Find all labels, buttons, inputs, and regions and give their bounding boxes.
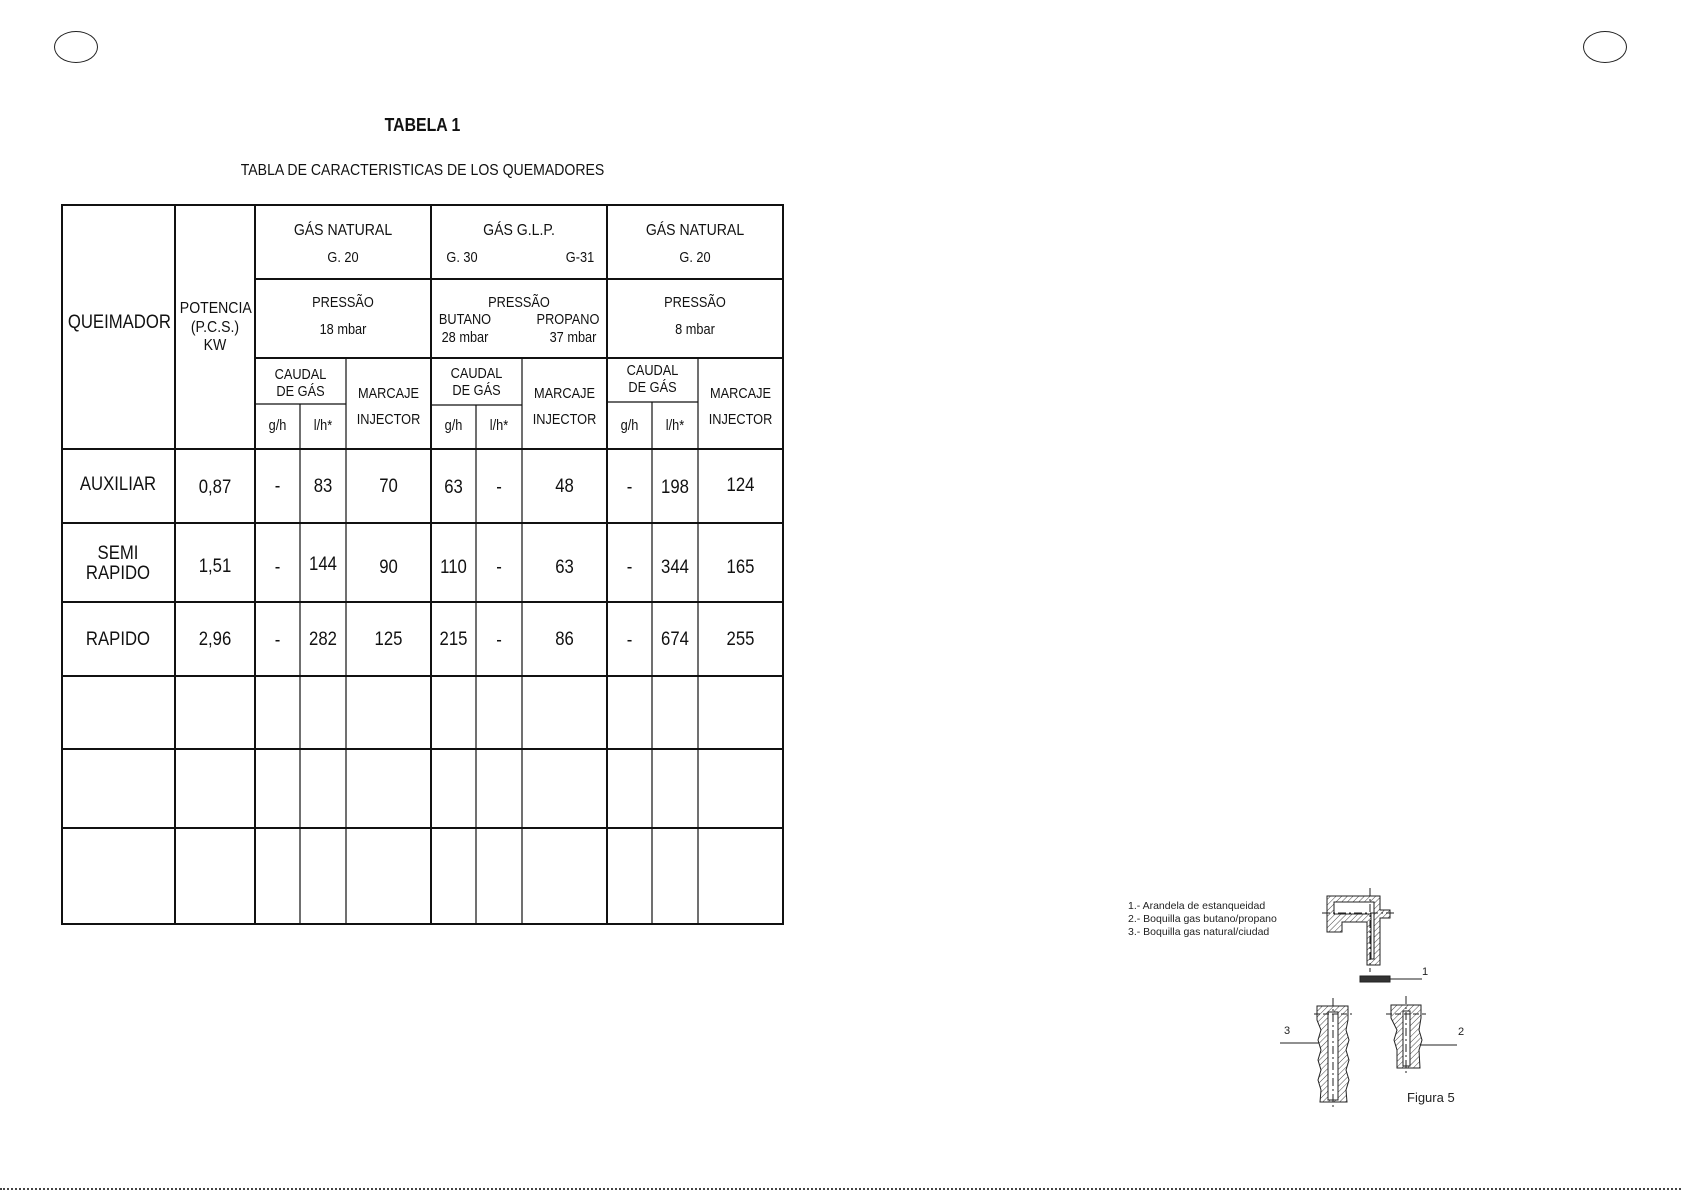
injector-drawing xyxy=(1120,880,1480,1120)
label-3: 3 xyxy=(1284,1025,1291,1037)
row3-cell: 215 xyxy=(439,629,468,650)
row1-cell: 83 xyxy=(313,476,333,497)
row3-cell: 255 xyxy=(726,629,755,650)
row1-cell: - xyxy=(626,477,633,498)
row1-cell: 70 xyxy=(379,476,398,497)
group3-gas: G. 20 xyxy=(679,250,711,266)
row2-cell: - xyxy=(626,557,633,578)
group2-injector: INJECTOR xyxy=(532,412,597,428)
group2-name: GÁS G.L.P. xyxy=(483,222,555,239)
row1-cell: 63 xyxy=(444,477,463,498)
group3-name: GÁS NATURAL xyxy=(645,222,745,239)
group1-pressure: 18 mbar xyxy=(319,322,367,338)
group2-gas-b: G-31 xyxy=(565,250,595,266)
group2-gas-a: G. 30 xyxy=(446,250,478,266)
page-marker-right xyxy=(1583,31,1627,63)
group2-lh: l/h* xyxy=(489,418,509,434)
row2-cell: 110 xyxy=(440,557,467,578)
row3-cell: - xyxy=(274,630,281,651)
group2-propano-pressure: 37 mbar xyxy=(549,330,597,346)
row3-cell: 282 xyxy=(309,629,337,650)
header-queimador: QUEIMADOR xyxy=(67,312,171,333)
group1-caudal-line2: DE GÁS xyxy=(276,384,325,400)
group3-gh: g/h xyxy=(620,418,639,434)
row3-cell: 125 xyxy=(374,629,403,650)
legend-item: 2.- Boquilla gas butano/propano xyxy=(1128,913,1277,925)
label-2: 2 xyxy=(1458,1026,1465,1038)
row3-cell: 86 xyxy=(555,629,574,650)
row2-cell: - xyxy=(274,557,281,578)
row1-cell: 198 xyxy=(661,477,689,498)
row2-name-line2: RAPIDO xyxy=(85,563,151,584)
group1-injector: INJECTOR xyxy=(356,412,421,428)
row2-name-line1: SEMI xyxy=(97,543,139,564)
row2-cell: 63 xyxy=(555,557,574,578)
table-subtitle: TABLA DE CARACTERISTICAS DE LOS QUEMADORES xyxy=(240,162,605,179)
row1-cell: 48 xyxy=(555,476,574,497)
row3-cell: - xyxy=(626,630,633,651)
group1-marcaje: MARCAJE xyxy=(358,386,419,402)
group3-marcaje: MARCAJE xyxy=(710,386,771,402)
group2-pressure-label: PRESSÃO xyxy=(488,295,550,311)
page-marker-left xyxy=(54,31,98,63)
row2-cell: 165 xyxy=(726,557,755,578)
row1-cell: - xyxy=(274,476,281,497)
header-potencia-line1: POTENCIA xyxy=(179,300,252,317)
group3-injector: INJECTOR xyxy=(708,412,773,428)
group1-pressure-label: PRESSÃO xyxy=(312,295,374,311)
group2-caudal-line2: DE GÁS xyxy=(452,383,501,399)
row2-cell: 344 xyxy=(661,557,689,578)
row2-cell: - xyxy=(496,557,502,578)
header-potencia-line3: KW xyxy=(203,337,227,354)
group3-lh: l/h* xyxy=(665,418,685,434)
row1-name: AUXILIAR xyxy=(79,474,157,495)
legend-item: 1.- Arandela de estanqueidad xyxy=(1128,900,1266,912)
page-edge-border xyxy=(0,1188,1681,1190)
group1-gh: g/h xyxy=(268,418,287,434)
group3-pressure-label: PRESSÃO xyxy=(664,295,726,311)
group2-gh: g/h xyxy=(444,418,463,434)
row1-potencia: 0,87 xyxy=(198,477,232,498)
header-potencia-line2: (P.C.S.) xyxy=(190,319,240,336)
group3-caudal-line1: CAUDAL xyxy=(626,363,679,379)
page-title: TABELA 1 xyxy=(384,115,461,135)
row2-cell: 90 xyxy=(379,557,398,578)
row1-cell: 124 xyxy=(726,475,755,496)
group1-caudal-line1: CAUDAL xyxy=(274,367,327,383)
group2-butano: BUTANO xyxy=(438,312,492,328)
row3-name: RAPIDO xyxy=(85,629,151,650)
row1-cell: - xyxy=(496,477,502,498)
row3-cell: 674 xyxy=(661,629,689,650)
figure-5 xyxy=(1120,880,1480,1120)
row2-cell: 144 xyxy=(309,554,337,575)
group1-gas: G. 20 xyxy=(327,250,359,266)
group2-caudal-line1: CAUDAL xyxy=(450,366,503,382)
group1-lh: l/h* xyxy=(313,418,333,434)
row2-potencia: 1,51 xyxy=(198,556,232,577)
group2-propano: PROPANO xyxy=(536,312,600,328)
group3-caudal-line2: DE GÁS xyxy=(628,380,677,396)
group2-marcaje: MARCAJE xyxy=(534,386,595,402)
legend-item: 3.- Boquilla gas natural/ciudad xyxy=(1128,926,1270,938)
label-1: 1 xyxy=(1422,966,1429,978)
burner-characteristics-table xyxy=(61,204,784,925)
row3-potencia: 2,96 xyxy=(198,629,232,650)
row3-cell: - xyxy=(496,630,502,651)
group2-butano-pressure: 28 mbar xyxy=(441,330,489,346)
figure-caption: Figura 5 xyxy=(1407,1090,1455,1105)
group1-name: GÁS NATURAL xyxy=(293,222,393,239)
group3-pressure: 8 mbar xyxy=(675,322,715,338)
